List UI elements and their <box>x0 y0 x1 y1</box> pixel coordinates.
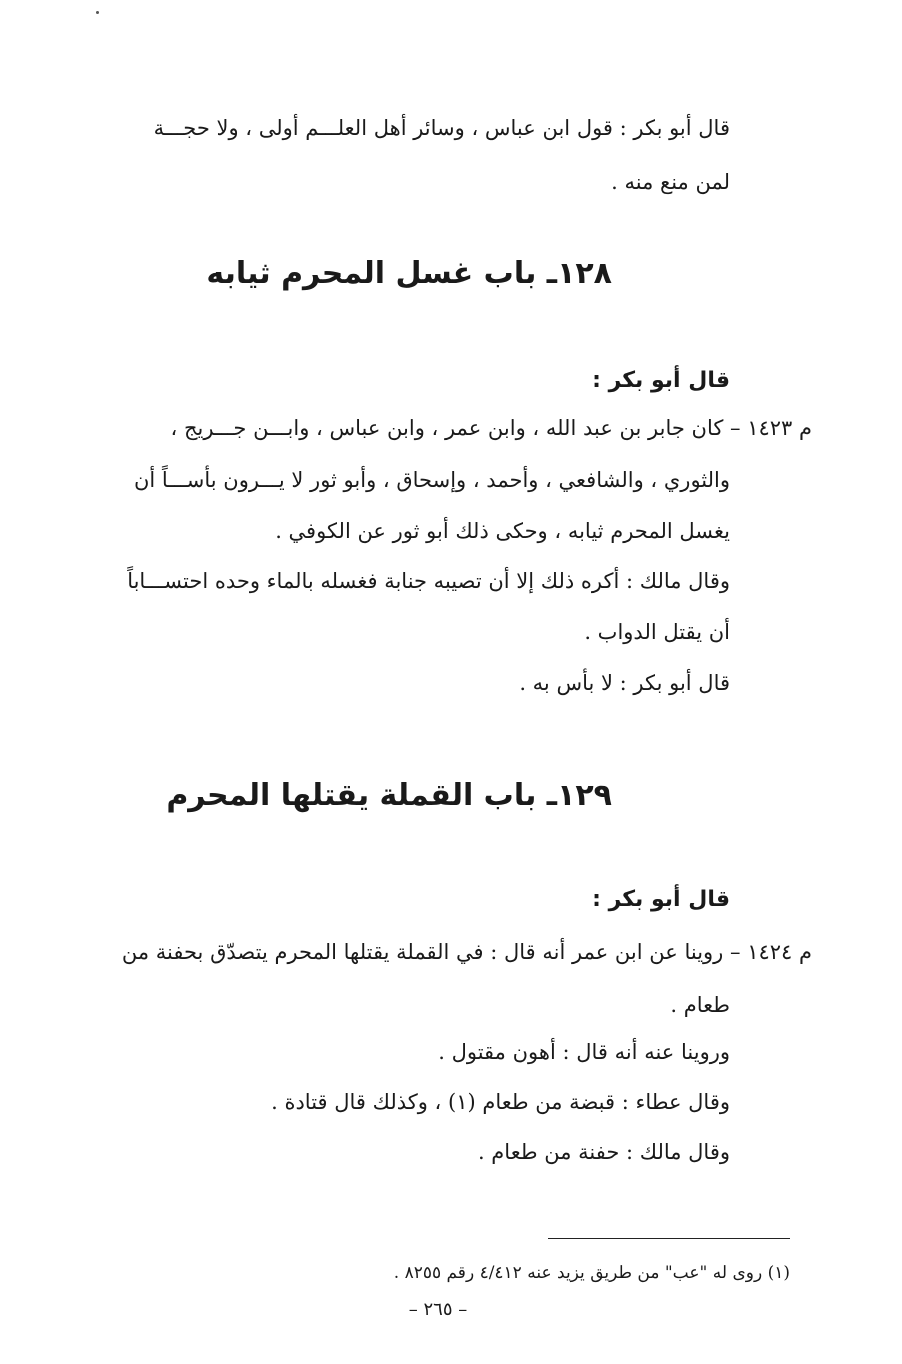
section-128-line-3: يغسل المحرم ثيابه ، وحكى ذلك أبو ثور عن الكوفي . <box>275 519 730 543</box>
section-128-line-6: قال أبو بكر : لا بأس به . <box>519 671 730 695</box>
footnote-divider <box>548 1238 790 1239</box>
section-129-line-4: وقال عطاء : قبضة من طعام (١) ، وكذلك قال قتادة . <box>271 1090 730 1114</box>
section-129-line-1: م ١٤٢٤ – روينا عن ابن عمر أنه قال : في القملة يقتلها المحرم يتصدّق بحفنة من <box>121 940 812 964</box>
section-128-intro: قال أبو بكر : <box>592 368 730 393</box>
section-129-heading: ١٢٩ـ باب القملة يقتلها المحرم <box>166 778 612 813</box>
para0-line-1: قال أبو بكر : قول ابن عباس ، وسائر أهل العلـــم أولى ، ولا حجـــة <box>153 116 730 140</box>
footnote: (١) روى له "عب" من طريق يزيد عنه ٤/٤١٢ رقم ٨٢٥٥ . <box>393 1263 790 1283</box>
para0-line-2: لمن منع منه . <box>611 170 730 194</box>
section-128-heading: ١٢٨ـ باب غسل المحرم ثيابه <box>206 256 612 291</box>
section-129-line-5: وقال مالك : حفنة من طعام . <box>477 1140 730 1164</box>
section-128-line-2: والثوري ، والشافعي ، وأحمد ، وإسحاق ، وأبو ثور لا يـــرون بأســـاً أن <box>133 468 730 492</box>
section-128-line-5: أن يقتل الدواب . <box>584 620 730 644</box>
page-number: – ٢٦٥ – <box>408 1299 468 1320</box>
section-128-line-4: وقال مالك : أكره ذلك إلا أن تصيبه جنابة فغسله بالماء وحده احتســـاباً <box>127 569 730 593</box>
section-129-line-2: طعام . <box>670 993 730 1017</box>
section-128-line-1: م ١٤٢٣ – كان جابر بن عبد الله ، وابن عمر ، وابن عباس ، وابـــن جـــريج ، <box>170 416 812 440</box>
scan-speck <box>96 11 99 14</box>
section-129-line-3: وروينا عنه أنه قال : أهون مقتول . <box>438 1040 730 1064</box>
section-129-intro: قال أبو بكر : <box>592 887 730 912</box>
